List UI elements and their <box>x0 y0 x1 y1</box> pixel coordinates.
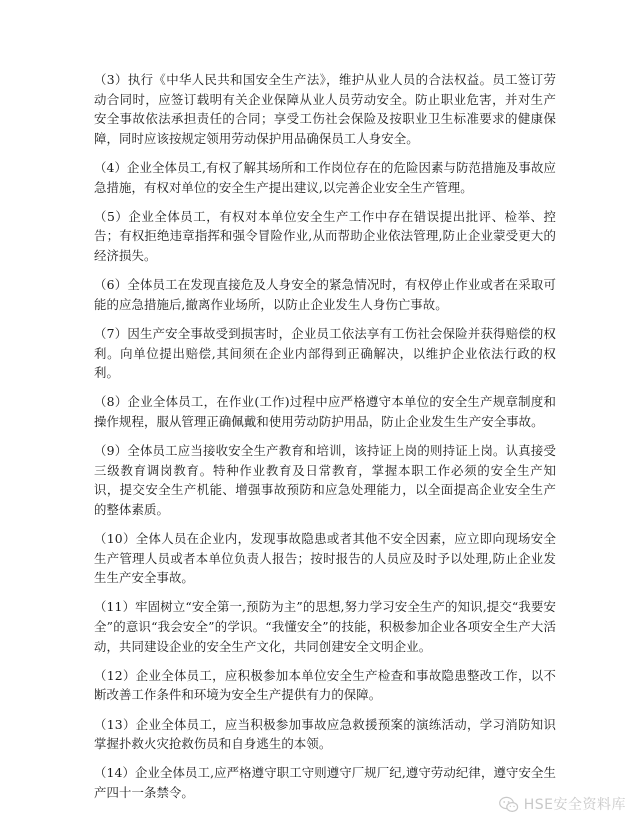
paragraph-8: （8）企业全体员工，在作业(工作)过程中应严格遵守本单位的安全生产规章制度和操作规程，服从管理正确佩戴和使用劳动防护用品，防止企业发生生产安全事故。 <box>94 394 556 429</box>
wechat-icon <box>499 796 519 813</box>
paragraph-4: （4）企业全体员工,有权了解其场所和工作岗位存在的危险因素与防范措施及事故应急措施，有权对单位的安全生产提出建议,以完善企业安全生产管理。 <box>94 159 556 195</box>
watermark-text: HSE安全资料库 <box>523 797 626 813</box>
paragraph-10: （10）全体人员在企业内，发现事故隐患或者其他不安全因素，应立即向现场安全生产管理人员或者本单位负责人报告；按时报告的人员应及时予以处理,防止企业发生生产安全事故。 <box>94 531 556 586</box>
paragraph-9: （9）全体员工应当接收安全生产教育和培训，该持证上岗的则持证上岗。认真接受三级教育调岗教育。特种作业教育及日常教育，掌握本职工作必须的安全生产知识，提交安全生产机能、增强事故预防和应急处理能力，以全面提高企业安全生产的整体素质。 <box>94 443 556 517</box>
paragraph-6: （6）全体员工在发现直接危及人身安全的紧急情况时，有权停止作业或者在采取可能的应急措施后,撤离作业场所，以防止企业发生人身伤亡事故。 <box>94 277 556 312</box>
paragraph-7: （7）因生产安全事故受到损害时，企业员工依法享有工伤社会保险并获得赔偿的权利。向单位提出赔偿,其间须在企业内部得到正确解决，以维护企业依法行政的权利。 <box>94 325 556 381</box>
paragraph-11: （11）牢固树立“安全第一,预防为主”的思想,努力学习安全生产的知识,提交“我要安全”的意识“我会安全”的学识。“我懂安全”的技能，积极参加企业各项安全生产大活动，共同建设企业的安全生产文化，共同创建安全文明企业。 <box>94 599 556 654</box>
paragraph-5: （5）企业全体员工，有权对本单位安全生产工作中存在错误提出批评、检举、控告；有权拒绝违章指挥和强令冒险作业,从而帮助企业依法管理,防止企业蒙受更大的经济损失。 <box>94 208 556 263</box>
paragraph-12: （12）企业全体员工，应积极参加本单位安全生产检查和事故隐患整改工作，以不断改善工作条件和环境为安全生产提供有力的保障。 <box>94 667 556 703</box>
watermark <box>499 794 626 814</box>
paragraph-3: （3）执行《中华人民共和国安全生产法》，维护从业人员的合法权益。员工签订劳动合同时，应签订载明有关企业保障从业人员劳动安全。防止职业危害，并对生产安全事故依法承担责任的合同；享受工伤社会保险及按职业卫生标准要求的健康保障，同时应该按规定领用劳动保护用品确保员工人身安全。 <box>94 72 556 146</box>
paragraph-13: （13）企业全体员工，应当积极参加事故应急救援预案的演练活动，学习消防知识掌握扑救火灾抢救伤员和自身逃生的本领。 <box>94 716 556 752</box>
document-body <box>94 70 556 812</box>
paragraph-14: （14）企业全体员工,应严格遵守职工守则遵守厂规厂纪,遵守劳动纪律，遵守安全生产四十一条禁令。 <box>94 765 556 800</box>
